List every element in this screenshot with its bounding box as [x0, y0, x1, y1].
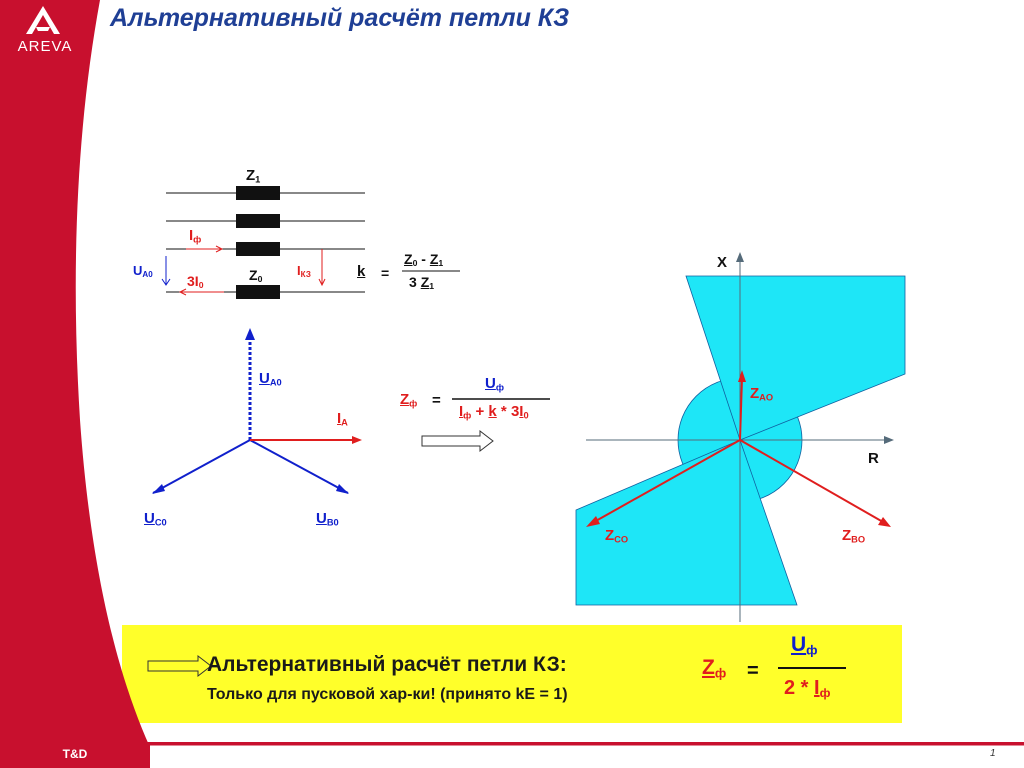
k-numerator: $Z_0 - Z_1$: [404, 251, 444, 269]
banner-title: Альтернативный расчёт петли КЗ:: [207, 653, 567, 676]
phasor-diagram: [152, 328, 362, 494]
ua0-circuit-label: $U_{A0}$: [133, 263, 153, 279]
r-axis-label: R: [868, 450, 879, 467]
banner-eq-sign: =: [747, 660, 759, 682]
impedance-z1-a: [236, 186, 280, 200]
ikz-label: $I_{КЗ}$: [297, 263, 311, 279]
zco-label: $Z_{CO}$: [605, 527, 629, 545]
brand-band: [0, 0, 160, 768]
ia-phasor-label: $I_A$: [337, 410, 348, 428]
iph-arrow-icon: [186, 246, 222, 252]
k-denominator: 3 $Z_1$: [409, 274, 435, 292]
page-number: 1: [990, 748, 996, 759]
k-label: k: [357, 263, 366, 280]
3i0-label: $3I_0$: [187, 273, 204, 291]
z1-label: $Z_1$: [246, 167, 261, 185]
x-axis-label: X: [717, 254, 728, 271]
zao-label: $Z_{AO}$: [750, 385, 774, 403]
ikz-arrow-icon: [319, 249, 325, 285]
formula-eq-sign: =: [432, 392, 441, 409]
footer-label: T&D: [62, 747, 88, 761]
banner-z-label: $Z_ф$: [702, 656, 727, 681]
ub0-phasor-label: $U_{B0}$: [316, 510, 339, 528]
z0-label: $Z_0$: [249, 267, 263, 285]
rx-diagram: [576, 252, 905, 622]
banner-arrow-icon: [148, 656, 211, 676]
formula-numerator: $U_ф$: [485, 375, 504, 393]
impedance-z1-c: [236, 242, 280, 256]
banner-numerator: $U_ф$: [791, 633, 818, 658]
k-eq-sign: =: [381, 265, 390, 281]
impedance-z1-b: [236, 214, 280, 228]
iph-label: $I_ф$: [189, 227, 202, 245]
double-arrow-icon: [422, 431, 493, 451]
footer-white-strip: [150, 745, 1024, 768]
ua0-voltage-arrow-icon: [162, 256, 170, 285]
slide-title: Альтернативный расчёт петли КЗ: [110, 4, 570, 32]
formula-denominator: $I_ф + k * 3I_0$: [459, 403, 529, 421]
formula-z-label: $Z_ф$: [400, 391, 418, 409]
zbo-label: $Z_{BO}$: [842, 527, 866, 545]
impedance-z0: [236, 285, 280, 299]
banner-denominator: $2 * I_ф$: [784, 677, 831, 701]
uc0-phasor-label: $U_{C0}$: [144, 510, 167, 528]
logo-text: AREVA: [17, 38, 73, 55]
banner-subtitle: Только для пусковой хар-ки! (принято kE = 1): [207, 686, 568, 703]
ua0-phasor-label: $U_{A0}$: [259, 370, 282, 388]
